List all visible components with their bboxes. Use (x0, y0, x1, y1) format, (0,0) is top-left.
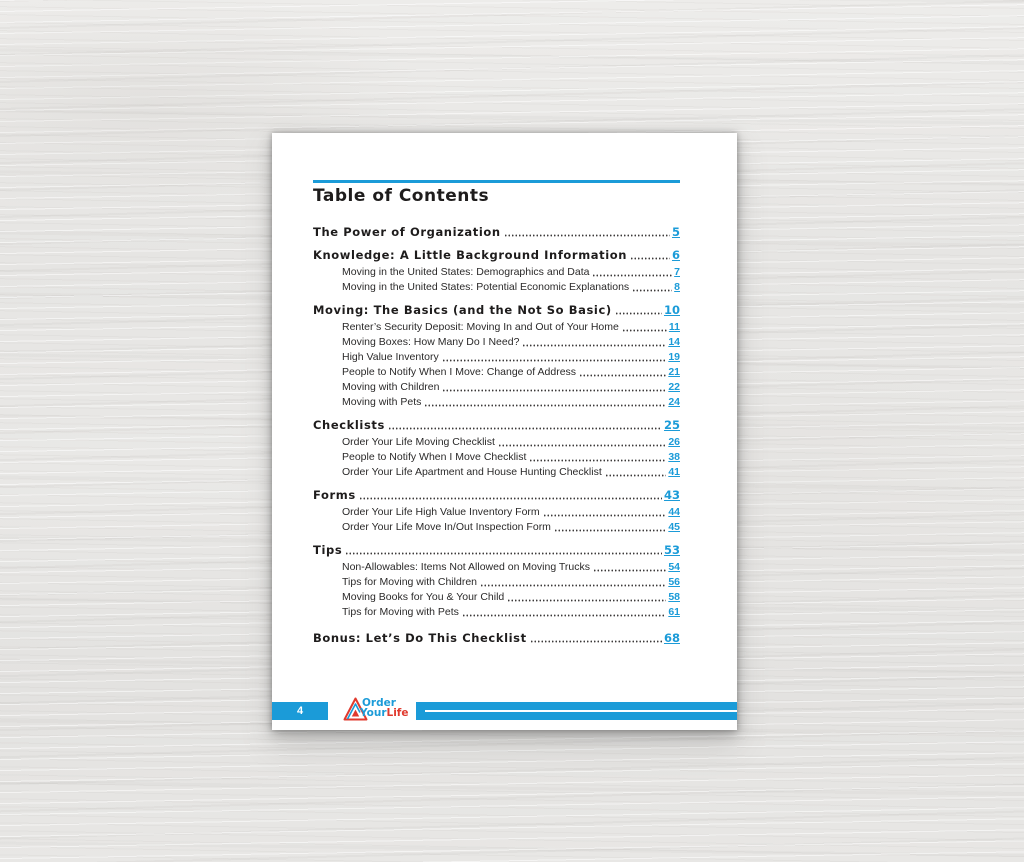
toc-entry-label[interactable]: Moving with Children (342, 381, 440, 393)
title-rule (313, 180, 680, 183)
dot-leader (504, 234, 670, 237)
toc-entry-page-number[interactable]: 45 (668, 521, 680, 533)
toc-entry-page-number[interactable]: 25 (663, 418, 680, 432)
toc-entry[interactable] (313, 349, 680, 364)
toc-entry[interactable] (313, 630, 680, 645)
toc-entry-label[interactable]: Moving: The Basics (and the Not So Basic) (313, 303, 612, 317)
dot-leader (593, 569, 666, 572)
toc-entry[interactable] (313, 379, 680, 394)
toc-entry[interactable] (313, 449, 680, 464)
toc-entry-page-number[interactable]: 6 (671, 248, 680, 262)
toc-entry-page-number[interactable]: 10 (663, 303, 680, 317)
logo-word-life: Life (386, 707, 409, 719)
document-page (272, 133, 737, 730)
toc-entry[interactable] (313, 604, 680, 619)
toc-entry[interactable] (313, 519, 680, 534)
dot-leader (605, 474, 667, 477)
toc-entry-label[interactable]: Moving Books for You & Your Child (342, 591, 505, 603)
toc-entry[interactable] (313, 334, 680, 349)
dot-leader (498, 444, 666, 447)
toc-entry-label[interactable]: Bonus: Let’s Do This Checklist (313, 631, 527, 645)
toc-entry[interactable] (313, 487, 680, 502)
toc-entry-page-number[interactable]: 68 (663, 631, 680, 645)
toc-entry-label[interactable]: Order Your Life High Value Inventory Form (342, 506, 540, 518)
toc-entry-page-number[interactable]: 54 (668, 561, 680, 573)
toc-entry-label[interactable]: Moving in the United States: Potential Economic Explanations (342, 281, 630, 293)
toc-entry-page-number[interactable]: 14 (668, 336, 680, 348)
logo-word-your: Your (360, 707, 387, 719)
toc-list (313, 224, 680, 645)
toc-entry-page-number[interactable]: 5 (671, 225, 680, 239)
toc-entry-label[interactable]: Moving Boxes: How Many Do I Need? (342, 336, 520, 348)
toc-entry-label[interactable]: Tips for Moving with Pets (342, 606, 459, 618)
dot-leader (424, 404, 666, 407)
toc-entry-page-number[interactable]: 19 (668, 351, 680, 363)
dot-leader (462, 614, 666, 617)
toc-entry-page-number[interactable]: 58 (668, 591, 680, 603)
toc-entry-page-number[interactable]: 22 (668, 381, 680, 393)
page-number-badge: 4 (272, 702, 328, 720)
toc-entry-label[interactable]: Moving with Pets (342, 396, 422, 408)
toc-entry-label[interactable]: Forms (313, 488, 356, 502)
toc-entry-page-number[interactable]: 7 (674, 266, 680, 278)
toc-entry[interactable] (313, 394, 680, 409)
toc-entry-page-number[interactable]: 44 (668, 506, 680, 518)
dot-leader (630, 257, 670, 260)
toc-entry-label[interactable]: Tips (313, 543, 343, 557)
toc-entry[interactable] (313, 247, 680, 262)
toc-entry-page-number[interactable]: 11 (668, 321, 680, 333)
toc-entry-page-number[interactable]: 43 (663, 488, 680, 502)
dot-leader (529, 459, 666, 462)
dot-leader (442, 359, 667, 362)
dot-leader (622, 329, 667, 332)
toc-entry[interactable] (313, 542, 680, 557)
footer-accent-bar (416, 702, 737, 720)
toc-entry[interactable] (313, 417, 680, 432)
toc-entry[interactable] (313, 589, 680, 604)
dot-leader (507, 599, 666, 602)
logo-wordmark (362, 698, 409, 718)
toc-entry[interactable] (313, 319, 680, 334)
dot-leader (615, 312, 662, 315)
toc-entry-page-number[interactable]: 56 (668, 576, 680, 588)
order-your-life-logo (343, 697, 409, 721)
toc-entry-label[interactable]: Renter’s Security Deposit: Moving In and Out of Your Home (342, 321, 619, 333)
toc-entry-label[interactable]: Order Your Life Move In/Out Inspection Form (342, 521, 551, 533)
dot-leader (579, 374, 666, 377)
toc-entry-label[interactable]: People to Notify When I Move: Change of Address (342, 366, 577, 378)
toc-entry[interactable] (313, 559, 680, 574)
toc-entry-label[interactable]: Moving in the United States: Demographics and Data (342, 266, 590, 278)
toc-entry[interactable] (313, 224, 680, 239)
toc-entry[interactable] (313, 264, 680, 279)
toc-entry-label[interactable]: Order Your Life Apartment and House Hunting Checklist (342, 466, 602, 478)
toc-entry[interactable] (313, 364, 680, 379)
toc-entry-label[interactable]: Non-Allowables: Items Not Allowed on Moving Trucks (342, 561, 591, 573)
logo-line-2 (360, 708, 409, 718)
toc-entry[interactable] (313, 504, 680, 519)
toc-entry-label[interactable]: High Value Inventory (342, 351, 439, 363)
toc-entry-page-number[interactable]: 24 (668, 396, 680, 408)
toc-entry-label[interactable]: Knowledge: A Little Background Information (313, 248, 628, 262)
dot-leader (522, 344, 666, 347)
toc-entry[interactable] (313, 302, 680, 317)
dot-leader (442, 389, 666, 392)
dot-leader (359, 497, 662, 500)
footer-bar-stripe (425, 710, 737, 712)
toc-entry[interactable] (313, 574, 680, 589)
toc-content (313, 180, 680, 647)
toc-entry-page-number[interactable]: 26 (668, 436, 680, 448)
toc-entry-page-number[interactable]: 21 (668, 366, 680, 378)
toc-entry-label[interactable]: Order Your Life Moving Checklist (342, 436, 495, 448)
page-title: Table of Contents (313, 186, 490, 206)
logo-word-order: Order (362, 697, 396, 709)
toc-entry-page-number[interactable]: 8 (674, 281, 680, 293)
toc-entry-label[interactable]: Tips for Moving with Children (342, 576, 477, 588)
toc-entry-page-number[interactable]: 38 (668, 451, 680, 463)
toc-entry[interactable] (313, 434, 680, 449)
toc-entry-label[interactable]: The Power of Organization (313, 225, 501, 239)
dot-leader (632, 289, 672, 292)
dot-leader (480, 584, 666, 587)
dot-leader (388, 427, 662, 430)
toc-entry[interactable] (313, 279, 680, 294)
toc-entry[interactable] (313, 464, 680, 479)
toc-entry-label[interactable]: Checklists (313, 418, 385, 432)
dot-leader (345, 552, 662, 555)
dot-leader (530, 640, 662, 643)
dot-leader (554, 529, 666, 532)
toc-entry-page-number[interactable]: 61 (668, 606, 680, 618)
toc-entry-page-number[interactable]: 41 (668, 466, 680, 478)
dot-leader (592, 274, 672, 277)
dot-leader (543, 514, 667, 517)
toc-entry-page-number[interactable]: 53 (663, 543, 680, 557)
toc-entry-label[interactable]: People to Notify When I Move Checklist (342, 451, 527, 463)
